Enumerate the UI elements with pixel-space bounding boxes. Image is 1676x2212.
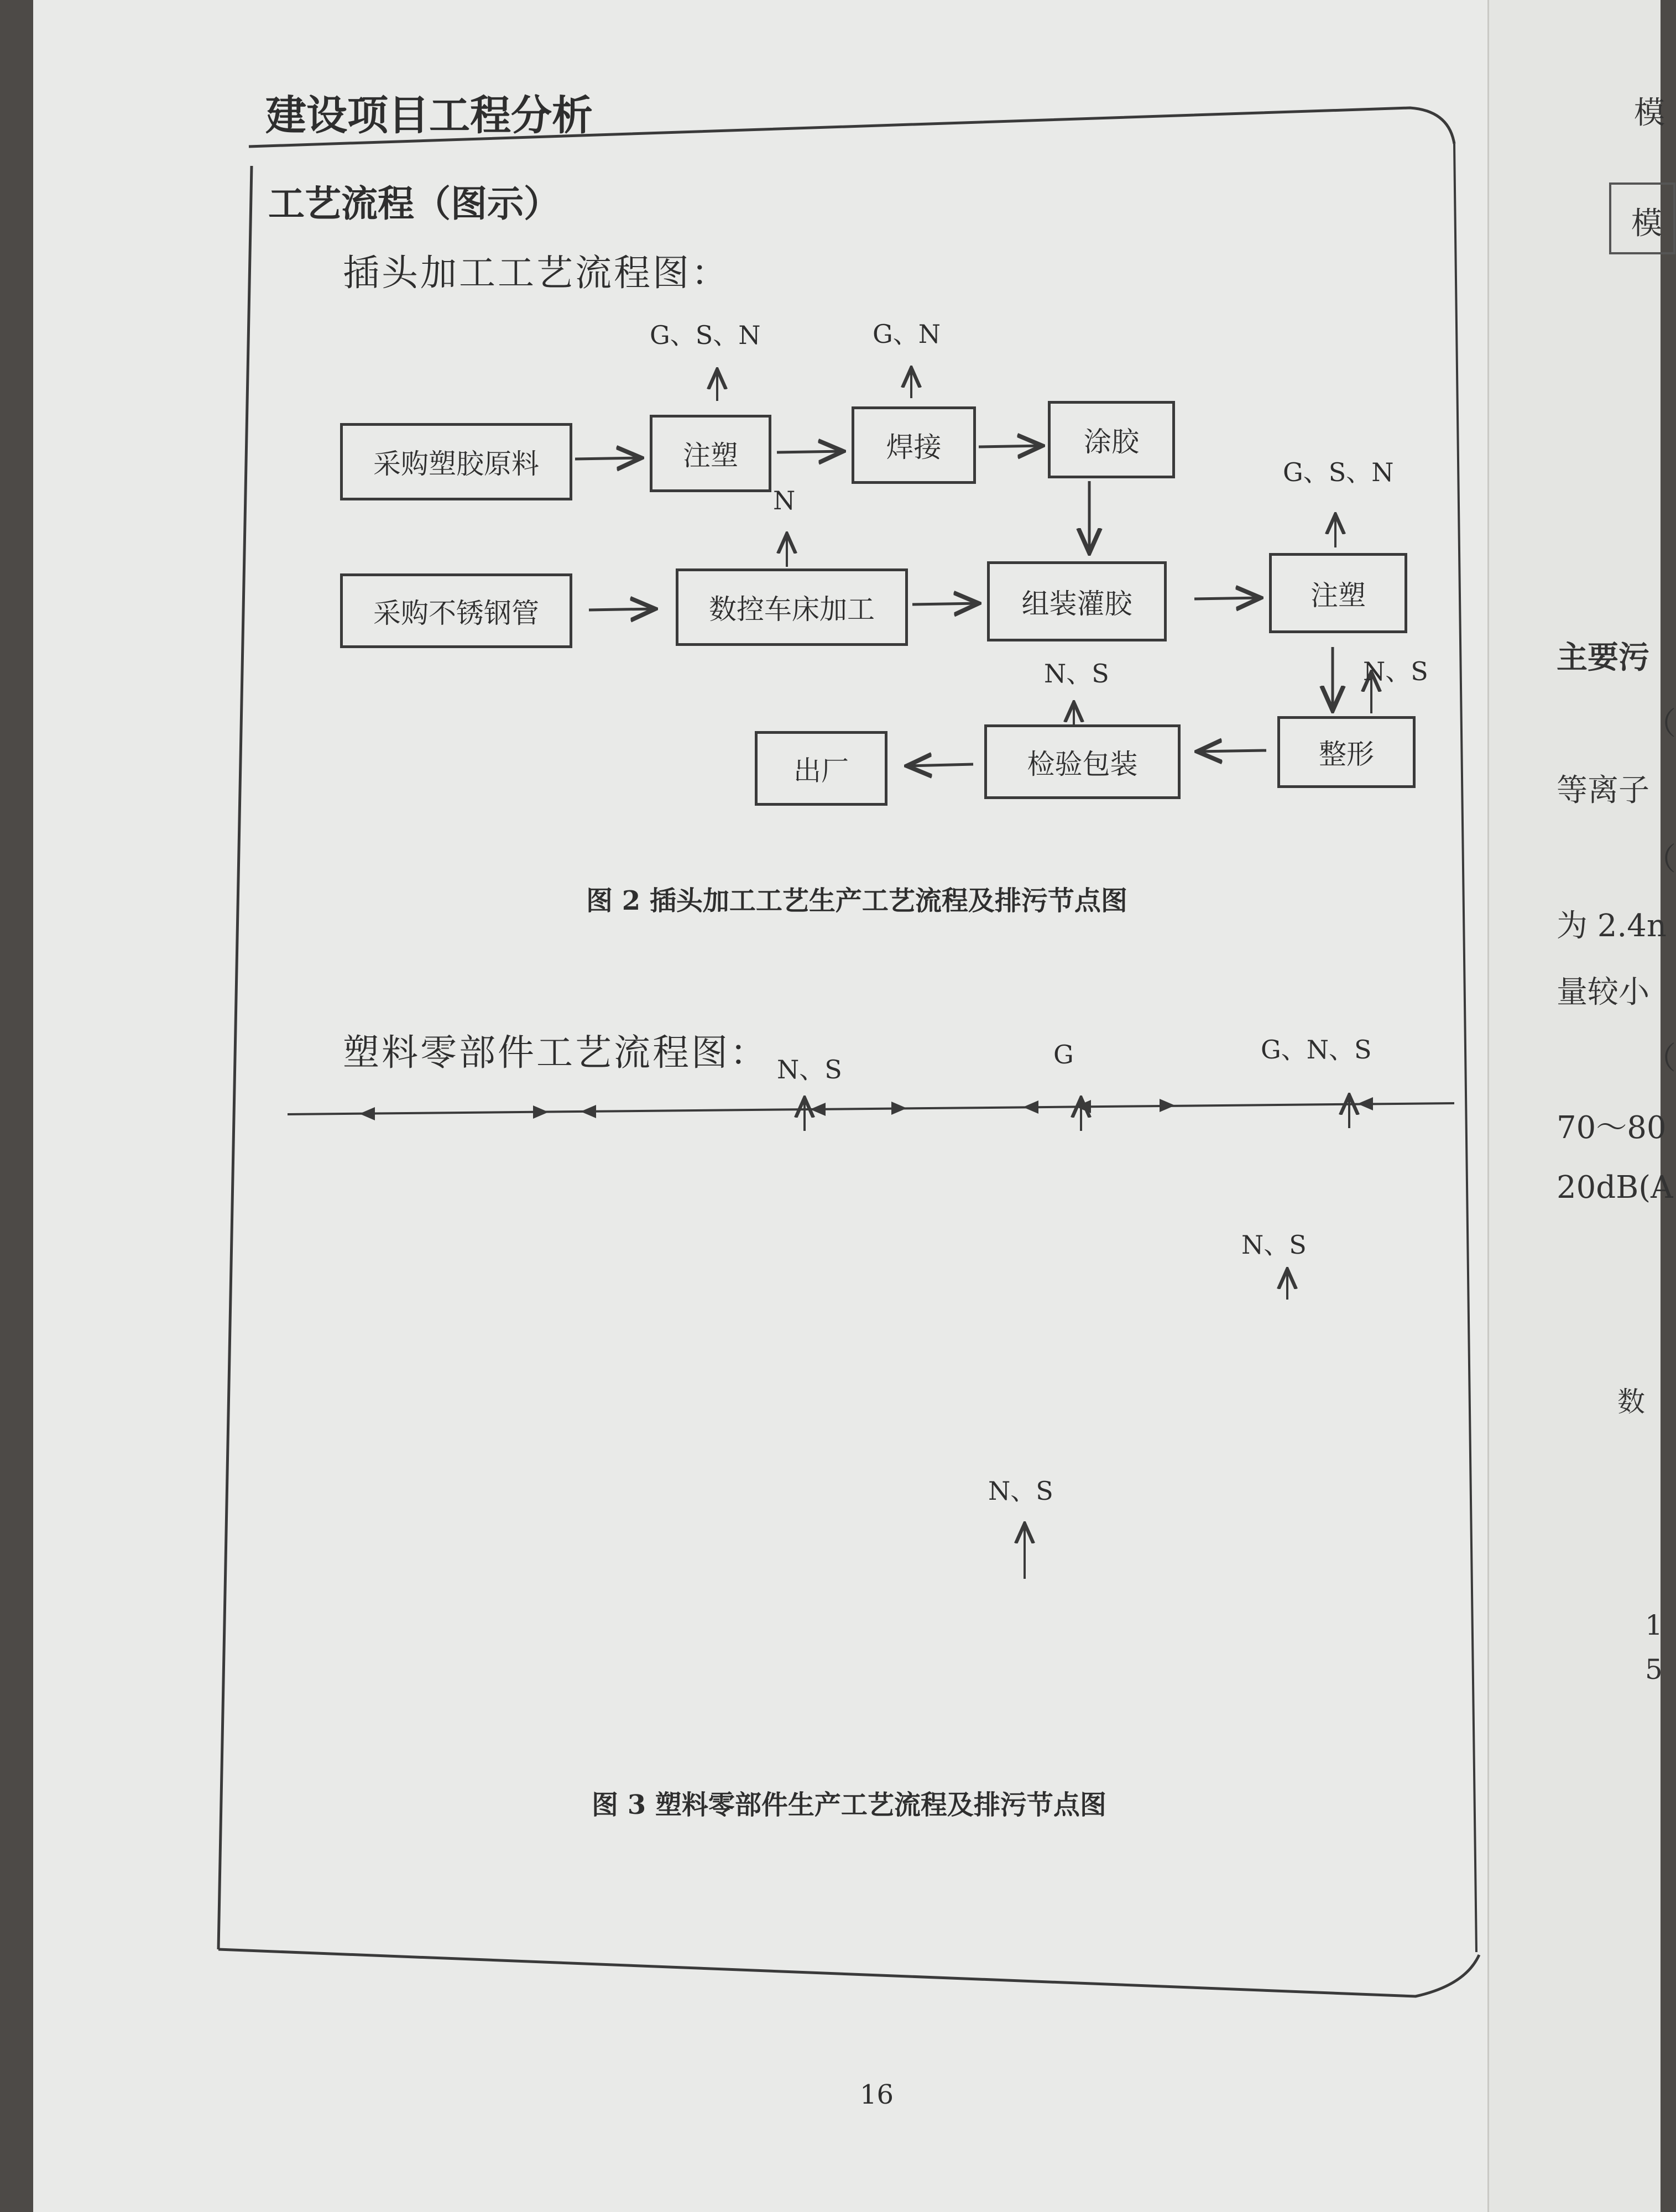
process-box-injection-1: 注塑 — [650, 415, 771, 492]
frame-right — [1454, 144, 1476, 1952]
fig3-emission-label-1: N、S — [777, 1055, 842, 1084]
fig3-caption: 图 3 塑料零部件生产工艺流程及排污节点图 — [592, 1790, 1106, 1820]
arrow-b5-b6 — [589, 609, 655, 610]
arrow-b1-b2 — [575, 458, 641, 459]
process-box-cnc-machining: 数控车床加工 — [676, 568, 908, 646]
fig3-emission-label-4: N、S — [1241, 1230, 1307, 1260]
fig3-emission-label-3: G、N、S — [1261, 1035, 1372, 1065]
process-box-assembly-potting: 组装灌胶 — [987, 561, 1167, 641]
emission-label-injection-2: G、S、N — [1283, 457, 1394, 487]
right-text-14: 5 — [1645, 1653, 1663, 1686]
emission-label-cnc: N — [773, 486, 796, 515]
header-title: 建设项目工程分析 — [265, 92, 593, 139]
arrow-b3-b4 — [979, 446, 1042, 447]
arrow-b7-b8 — [1194, 598, 1261, 599]
right-text-9: （ — [1645, 1041, 1676, 1077]
right-text-8: 量较小 — [1557, 974, 1649, 1010]
page-number: 16 — [860, 2079, 894, 2110]
section-title: 工艺流程（图示） — [268, 182, 560, 225]
process-box-gluing: 涂胶 — [1048, 401, 1175, 478]
frame-bottom — [218, 1949, 1479, 1996]
process-box-factory-exit: 出厂 — [755, 731, 887, 806]
right-text-4: （ — [1645, 706, 1676, 742]
process-box-inspection-packing: 检验包装 — [984, 724, 1181, 799]
header-rule — [249, 108, 1454, 147]
emission-label-inspection: N、S — [1044, 659, 1109, 688]
process-box-purchase-plastic: 采购塑胶原料 — [340, 423, 572, 500]
process-box-purchase-steel-pipe: 采购不锈钢管 — [340, 573, 572, 648]
frame-left — [218, 166, 252, 1949]
emission-label-injection-1: G、S、N — [650, 320, 761, 350]
right-text-7: 为 2.4n — [1557, 908, 1667, 944]
arrow-b6-b7 — [912, 603, 979, 604]
right-text-1: 模 — [1634, 95, 1665, 131]
arrow-b10-b11 — [907, 764, 973, 766]
right-text-5: 等离子 — [1557, 773, 1649, 808]
right-text-10: 70～80 — [1557, 1110, 1667, 1146]
process-box-shaping: 整形 — [1277, 716, 1416, 788]
right-text-3: 主要污 — [1557, 639, 1649, 676]
fig3-emission-label-5: N、S — [988, 1476, 1053, 1506]
right-text-6: （ — [1645, 842, 1676, 878]
fig3-flow-line — [288, 1103, 1454, 1114]
process-box-welding: 焊接 — [852, 406, 976, 484]
emission-label-welding: G、N — [873, 319, 941, 349]
arrow-b9-b10 — [1197, 750, 1266, 752]
arrow-b2-b3 — [777, 451, 843, 452]
right-text-12: 数 — [1617, 1386, 1645, 1418]
right-text-2: 模 — [1631, 206, 1662, 242]
fig2-heading: 插头加工工艺流程图： — [343, 252, 730, 294]
emission-label-shaping: N、S — [1363, 656, 1428, 686]
right-text-13: 1 — [1645, 1609, 1663, 1641]
right-text-11: 20dB(A — [1557, 1170, 1673, 1206]
fig3-emission-label-2: G — [1053, 1040, 1074, 1070]
process-box-injection-2: 注塑 — [1269, 553, 1407, 633]
fig2-caption: 图 2 插头加工工艺生产工艺流程及排污节点图 — [586, 885, 1127, 916]
fig3-heading: 塑料零部件工艺流程图： — [343, 1031, 769, 1074]
